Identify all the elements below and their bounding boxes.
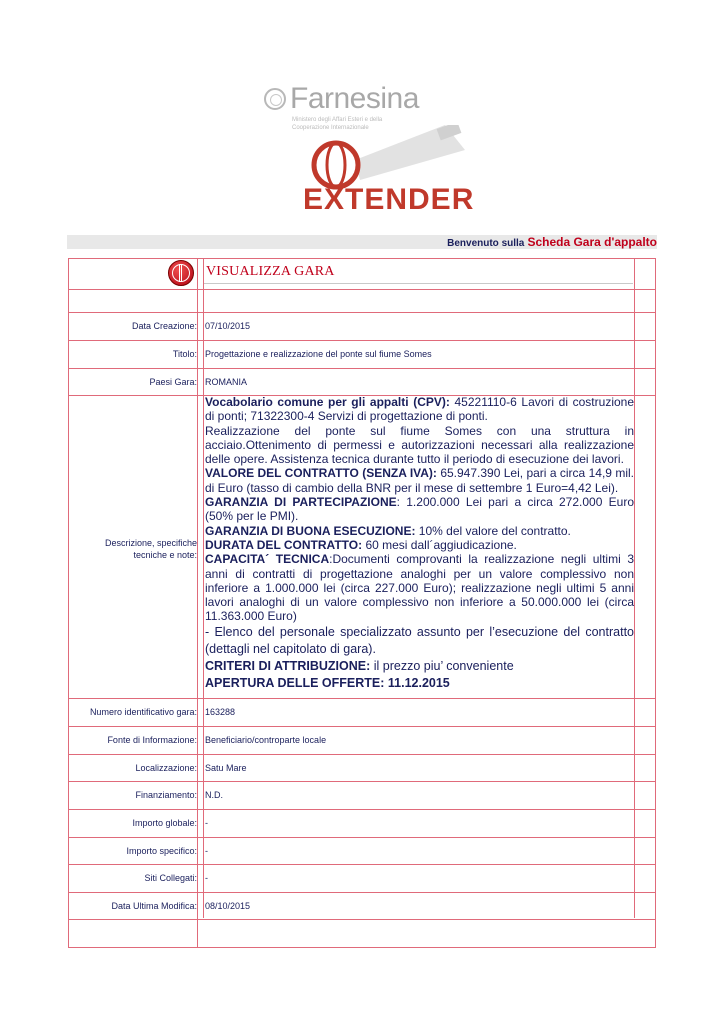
descrizione-value: Vocabolario comune per gli appalti (CPV): 45221110-6 Lavori di costruzione di ponti; 71322300-4 Servizi di progettazione di ponti. Realizzazione del ponte sul fiume Somes con una struttura in acciaio.Ottenimento di permessi e autorizzazioni necessari alla realizzazione delle opere. Assistenza tecnica durante tutto il periodo di esecuzione dei lavori. VALORE DEL CONTRATTO (SENZA IVA): 65.947.390 Lei, pari a circa 14,9 mil. di Euro (tasso di cambio della BNR per il mese di settembre 1 Euro=4,42 Lei). GARANZIA DI PARTECIPAZIONE: 1.200.000 Lei pari a circa 272.000 Euro (50% per le PMI). GARANZIA DI BUONA ESECUZIONE: 10% del valore del contratto. DURATA DEL CONTRATTO: 60 mesi dall´aggiudicazione. CAPACITA´ TECNICA:Documenti comprovanti la realizzazione negli ultimi 3 anni di contratti di progettazione analoghi per un valore complessivo non inferiore a 1.000.000 lei (circa 227.000 Euro); realizzazione negli ultimi 5 anni lavori analoghi di un valore complessivo non inferiore a 50.000.000 lei (circa 11.363.000 Euro) - Elenco del personale specializzato assunto per l’esecuzione del contratto (dettagli nel capitolato di gara). CRITERI DI ATTRIBUZIONE: il prezzo piu’ conveniente APERTURA DELLE OFFERTE: 11.12.2015 bbox=[205, 395, 634, 690]
row-divider bbox=[68, 368, 656, 369]
row-divider bbox=[68, 726, 656, 727]
row-divider bbox=[68, 698, 656, 699]
column-divider bbox=[197, 258, 198, 948]
row-divider bbox=[68, 892, 656, 893]
paesi-gara-label: Paesi Gara: bbox=[149, 377, 197, 387]
numero-label: Numero identificativo gara: bbox=[89, 707, 197, 717]
finanziamento-label: Finanziamento: bbox=[135, 790, 197, 800]
importo-globale-label: Importo globale: bbox=[132, 818, 197, 828]
data-ultima-modifica-label: Data Ultima Modifica: bbox=[111, 901, 197, 911]
siti-collegati-value[interactable]: - bbox=[205, 873, 208, 883]
welcome-prefix: Benvenuto sulla bbox=[447, 238, 525, 249]
welcome-text bbox=[447, 235, 657, 249]
titolo-label: Titolo: bbox=[172, 349, 197, 359]
finanziamento-value: N.D. bbox=[205, 790, 223, 800]
siti-collegati-label: Siti Collegati: bbox=[144, 873, 197, 883]
panel-title: VISUALIZZA GARA bbox=[206, 264, 335, 279]
importo-specifico-label: Importo specifico: bbox=[126, 846, 197, 856]
row-divider bbox=[68, 864, 656, 865]
importo-specifico-value: - bbox=[205, 846, 208, 856]
data-creazione-label: Data Creazione: bbox=[131, 321, 197, 331]
farnesina-logo: Farnesina Ministero degli Affari Esteri e della Cooperazione Internazionale bbox=[262, 82, 412, 132]
fonte-value: Beneficiario/controparte locale bbox=[205, 735, 327, 745]
row-divider bbox=[68, 340, 656, 341]
globe-icon bbox=[168, 260, 194, 286]
localizzazione-label: Localizzazione: bbox=[135, 763, 197, 773]
fonte-label: Fonte di Informazione: bbox=[107, 735, 197, 745]
row-divider bbox=[68, 289, 656, 290]
row-divider bbox=[68, 809, 656, 810]
title-underline bbox=[204, 283, 633, 284]
row-divider bbox=[68, 781, 656, 782]
row-divider bbox=[68, 837, 656, 838]
row-divider bbox=[68, 919, 656, 920]
column-divider bbox=[203, 258, 204, 918]
localizzazione-value: Satu Mare bbox=[205, 763, 247, 773]
numero-value: 163288 bbox=[205, 707, 236, 717]
welcome-title: Scheda Gara d'appalto bbox=[527, 235, 657, 249]
republic-seal-icon bbox=[264, 88, 286, 110]
column-divider bbox=[634, 258, 635, 918]
paesi-gara-value: ROMANIA bbox=[205, 377, 248, 387]
importo-globale-value: - bbox=[205, 818, 208, 828]
header-logos bbox=[0, 0, 725, 230]
titolo-value: Progettazione e realizzazione del ponte sul fiume Somes bbox=[205, 349, 432, 359]
data-ultima-modifica-value: 08/10/2015 bbox=[205, 901, 251, 911]
descrizione-label: Descrizione, specifiche tecniche e note: bbox=[104, 538, 197, 560]
row-divider bbox=[68, 312, 656, 313]
extender-logo: EXTENDER bbox=[300, 125, 470, 220]
data-creazione-value: 07/10/2015 bbox=[205, 321, 251, 331]
row-divider bbox=[68, 754, 656, 755]
